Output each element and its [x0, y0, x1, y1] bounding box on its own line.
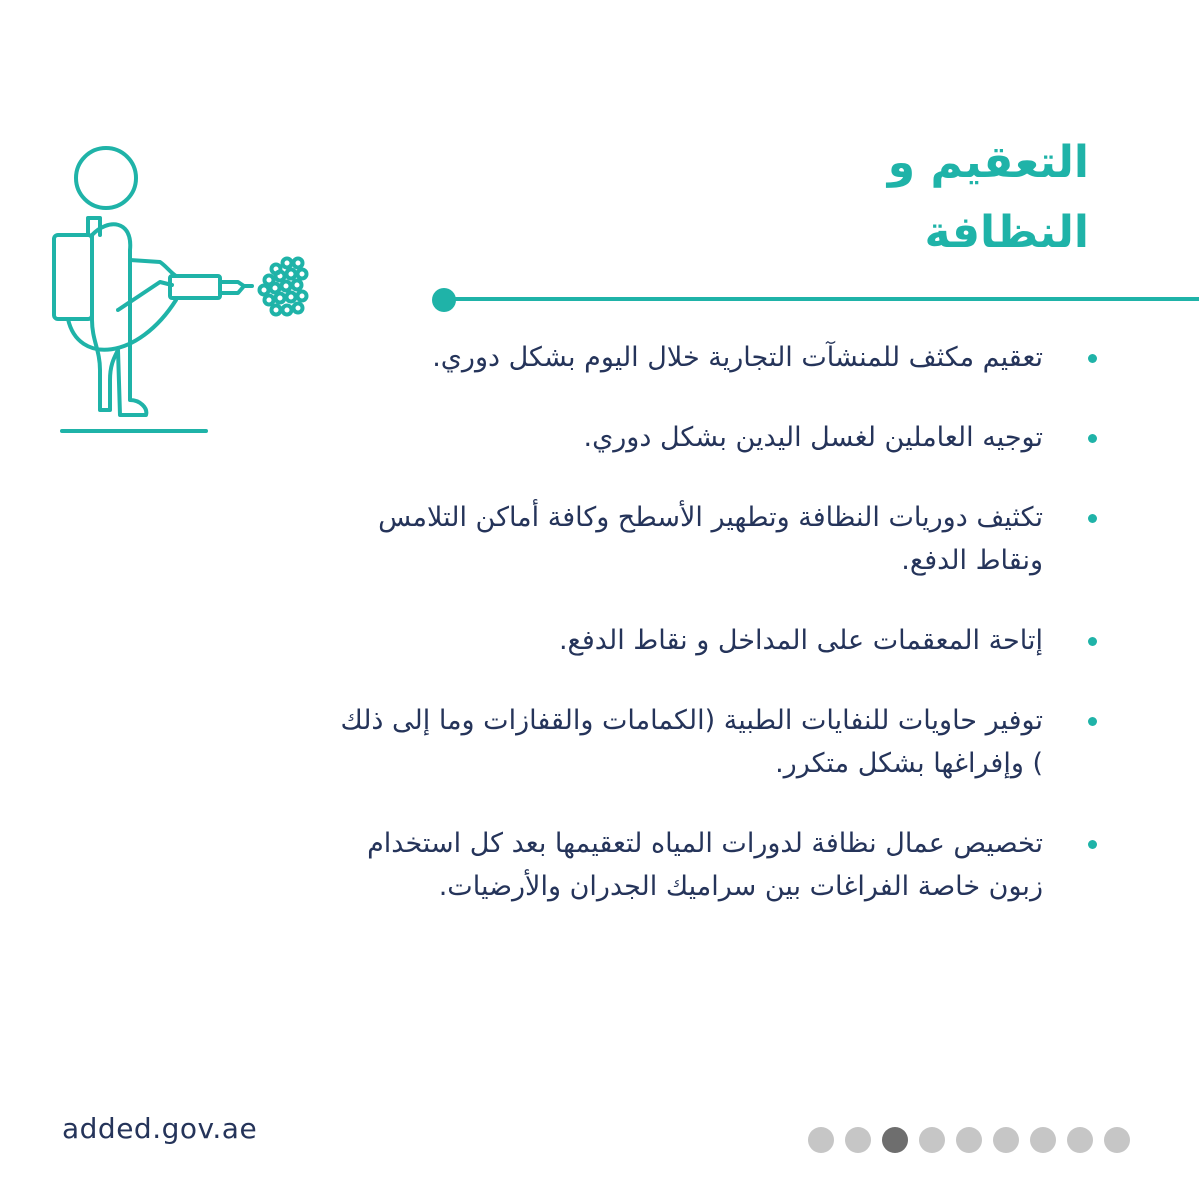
bullet-dot [1088, 434, 1097, 443]
pager-dot-6[interactable] [993, 1127, 1019, 1153]
list-item [329, 496, 1089, 582]
bullet-dot [1088, 514, 1097, 523]
bullet-dot [1088, 354, 1097, 363]
pager-dot-7[interactable] [1030, 1127, 1056, 1153]
list-item-text: تعقيم مكثف للمنشآت التجارية خلال اليوم بشكل دوري. [432, 342, 1043, 373]
page-title-line-1: التعقيم و [887, 137, 1089, 188]
pager-dot-8[interactable] [1067, 1127, 1093, 1153]
pager-dot-3[interactable] [882, 1127, 908, 1153]
list-item-text: تخصيص عمال نظافة لدورات المياه لتعقيمها بعد كل استخدام زبون خاصة الفراغات بين سراميك الجدران والأرضيات. [367, 828, 1043, 902]
bullet-dot [1088, 637, 1097, 646]
list-item-text: توجيه العاملين لغسل اليدين بشكل دوري. [583, 422, 1043, 453]
bullet-list [329, 336, 1089, 945]
page-title-line-2: النظافة [924, 207, 1089, 258]
list-item-text: توفير حاويات للنفايات الطبية (الكمامات والقفازات وما إلى ذلك ) وإفراغها بشكل متكرر. [340, 705, 1043, 779]
list-item [329, 336, 1089, 379]
list-item [329, 619, 1089, 662]
divider-line [445, 297, 1199, 301]
carousel-pager [808, 1127, 1130, 1153]
list-item [329, 699, 1089, 785]
pager-dot-4[interactable] [919, 1127, 945, 1153]
pager-dot-2[interactable] [845, 1127, 871, 1153]
page-title [689, 128, 1089, 268]
list-item-text: إتاحة المعقمات على المداخل و نقاط الدفع. [558, 625, 1043, 656]
pager-dot-5[interactable] [956, 1127, 982, 1153]
list-item-text: تكثيف دوريات النظافة وتطهير الأسطح وكافة أماكن التلامس ونقاط الدفع. [378, 502, 1043, 576]
list-item [329, 822, 1089, 908]
website-url: added.gov.ae [62, 1112, 258, 1145]
pager-dot-1[interactable] [808, 1127, 834, 1153]
bullet-dot [1088, 717, 1097, 726]
bullet-dot [1088, 840, 1097, 849]
list-item [329, 416, 1089, 459]
person-spraying-disinfectant-icon [48, 140, 318, 440]
pager-dot-9[interactable] [1104, 1127, 1130, 1153]
